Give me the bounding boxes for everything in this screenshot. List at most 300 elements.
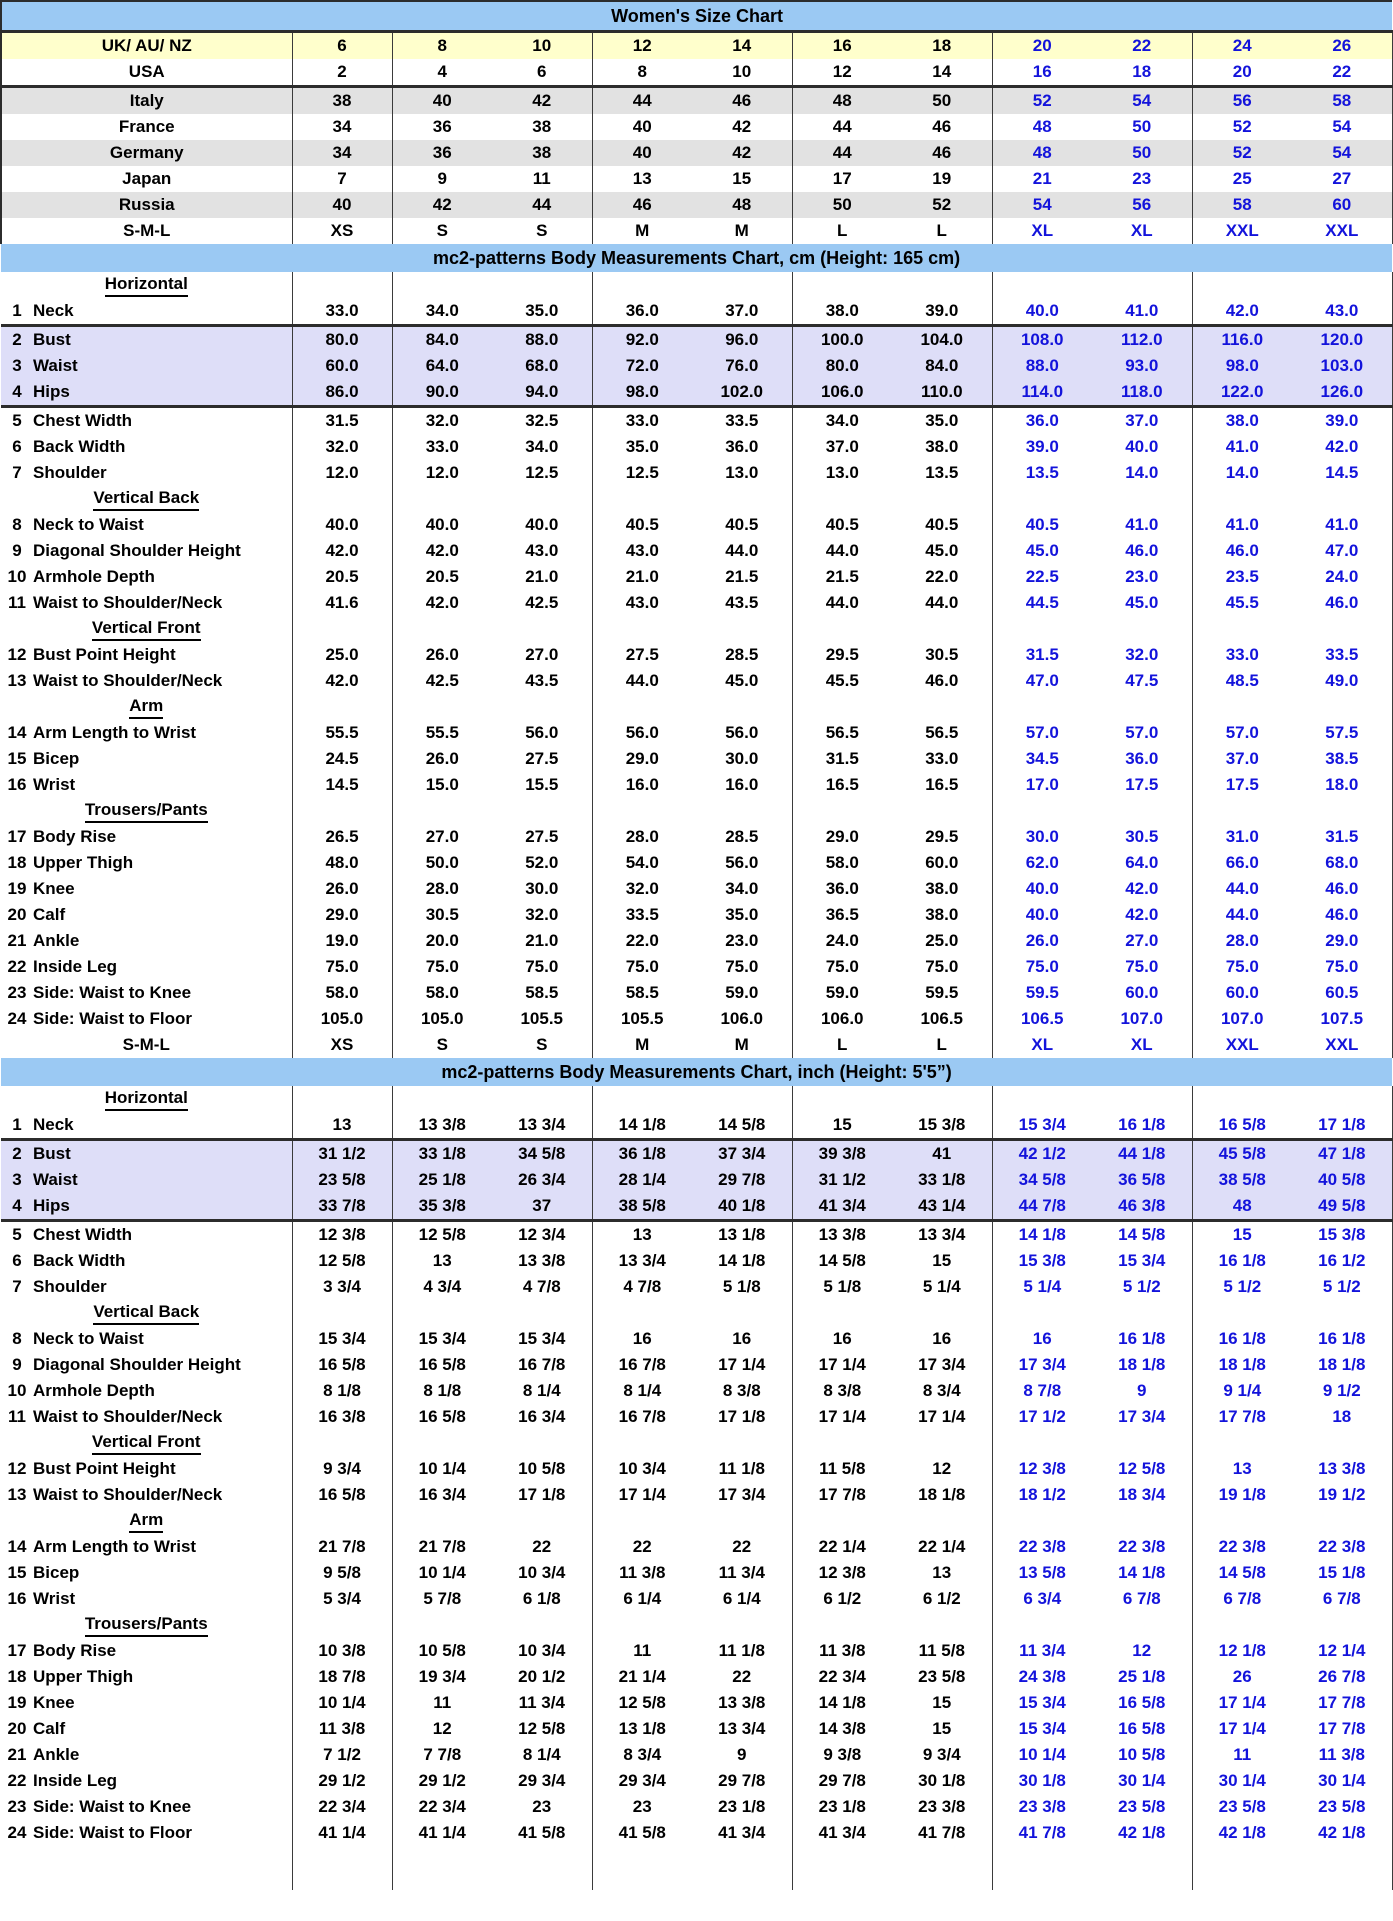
value-cell: 21.0	[492, 928, 592, 954]
value-cell: 75.0	[1292, 954, 1392, 980]
value-cell: 41 7/8	[892, 1820, 992, 1846]
value-cell	[1192, 1430, 1292, 1456]
value-cell: 35.0	[492, 298, 592, 326]
value-cell: 88.0	[992, 353, 1092, 379]
value-cell: 6 3/4	[1023, 1589, 1062, 1608]
value-cell: 14 5/8	[818, 1251, 866, 1270]
value-cell: 40.5	[892, 512, 992, 538]
value-cell: 60.5	[1292, 980, 1392, 1006]
value-cell: 22 1/4	[892, 1534, 992, 1560]
value-cell	[692, 1508, 792, 1534]
value-cell: 10 5/8	[492, 1456, 592, 1482]
value-cell	[1292, 272, 1392, 298]
value-cell: 10 1/4	[418, 1459, 466, 1478]
value-cell: 17	[792, 166, 892, 192]
measurement-number: 10	[7, 567, 27, 586]
value-cell	[292, 1846, 392, 1890]
value-cell	[292, 798, 392, 824]
value-cell: 17 3/4	[692, 1482, 792, 1508]
value-cell: 40.0	[425, 515, 459, 534]
value-cell	[792, 1846, 892, 1890]
value-cell: 44	[592, 87, 692, 115]
value-cell	[892, 798, 992, 824]
measurement-number: 24	[7, 1009, 27, 1028]
value-cell	[392, 486, 492, 512]
value-cell: 5 1/8	[823, 1277, 862, 1296]
value-cell: S	[492, 218, 592, 244]
value-cell	[892, 1846, 992, 1890]
measurement-number: 6	[12, 1251, 22, 1270]
value-cell: 46.0	[892, 668, 992, 694]
value-cell: XL	[1092, 218, 1192, 244]
value-cell: 15.0	[425, 775, 459, 794]
value-cell: 13.5	[1025, 463, 1059, 482]
measurement-label	[1, 1820, 292, 1846]
measurement-number: 1	[12, 1115, 22, 1134]
value-cell: 9 3/4	[292, 1456, 392, 1482]
value-cell: 15	[692, 166, 792, 192]
measurement-label	[1, 1534, 292, 1560]
value-cell: 62.0	[1025, 853, 1059, 872]
value-cell: 13	[592, 166, 692, 192]
subsection-title: Vertical Front	[92, 618, 201, 641]
value-cell: 35 3/8	[392, 1193, 492, 1221]
value-cell: 56.0	[692, 720, 792, 746]
value-cell: 49.0	[1292, 668, 1392, 694]
measurement-number: 7	[12, 463, 22, 482]
measurement-label	[1, 1326, 292, 1352]
value-cell: 11 3/8	[1292, 1742, 1392, 1768]
value-cell: 106.0	[692, 1006, 792, 1032]
value-cell	[1092, 1612, 1192, 1638]
value-cell: 116.0	[1192, 326, 1292, 354]
value-cell: 47.0	[1292, 538, 1392, 564]
measurement-label	[1, 1006, 292, 1032]
value-cell	[592, 798, 692, 824]
value-cell: 80.0	[792, 353, 892, 379]
measurement-name: Neck to Waist	[33, 515, 144, 534]
value-cell: 6 1/2	[892, 1586, 992, 1612]
value-cell	[1092, 798, 1192, 824]
value-cell: 57.0	[1225, 723, 1259, 742]
value-cell: 13 3/8	[1292, 1456, 1392, 1482]
value-cell: 27.5	[625, 645, 659, 664]
measurement-name: Knee	[33, 1693, 75, 1712]
value-cell: 16	[792, 32, 892, 60]
value-cell: 17 1/4	[892, 1404, 992, 1430]
measurement-name: Chest Width	[33, 1225, 133, 1244]
measurement-number: 9	[12, 1355, 22, 1374]
value-cell: 58.5	[625, 983, 659, 1002]
value-cell: 10 3/8	[292, 1638, 392, 1664]
value-cell: 41.6	[292, 590, 392, 616]
value-cell	[1092, 1430, 1192, 1456]
measurement-label	[1, 746, 292, 772]
value-cell: 14 5/8	[692, 1112, 792, 1140]
value-cell: 106.0	[792, 379, 892, 407]
value-cell: 88.0	[492, 326, 592, 354]
measurement-label	[1, 379, 292, 407]
measurement-label	[1, 538, 292, 564]
value-cell	[1092, 694, 1192, 720]
value-cell: 10 1/4	[418, 1563, 466, 1582]
value-cell: 35.0	[692, 902, 792, 928]
value-cell: 108.0	[992, 326, 1092, 354]
value-cell: 30.0	[692, 746, 792, 772]
value-cell: 23 5/8	[892, 1664, 992, 1690]
value-cell: 23 1/8	[818, 1797, 866, 1816]
value-cell: 26 3/4	[492, 1167, 592, 1193]
value-cell: 14	[692, 32, 792, 60]
value-cell: 43.0	[1292, 298, 1392, 326]
value-cell: 16 3/4	[492, 1404, 592, 1430]
measurement-number: 8	[12, 1329, 22, 1348]
value-cell: 56	[1192, 87, 1292, 115]
value-cell: 34.5	[1025, 749, 1059, 768]
value-cell: XL	[992, 1032, 1092, 1058]
value-cell: 75.0	[1025, 957, 1059, 976]
value-cell: 29.0	[1292, 928, 1392, 954]
measurement-name: Bust Point Height	[33, 1459, 176, 1478]
measurement-number: 6	[12, 437, 22, 456]
value-cell: 68.0	[492, 353, 592, 379]
value-cell	[1292, 1508, 1392, 1534]
value-cell: 22 3/8	[1218, 1537, 1266, 1556]
value-cell: 11 1/8	[692, 1638, 792, 1664]
value-cell: 27.0	[425, 827, 459, 846]
value-cell: 15	[892, 1690, 992, 1716]
value-cell: 58	[1292, 87, 1392, 115]
value-cell: 22.0	[892, 564, 992, 590]
value-cell: 68.0	[1292, 850, 1392, 876]
value-cell: 45.5	[1225, 593, 1259, 612]
measurement-label	[1, 1378, 292, 1404]
value-cell: 13.0	[825, 463, 859, 482]
value-cell: 29.0	[292, 902, 392, 928]
value-cell: 34.0	[825, 411, 859, 430]
value-cell: 38.0	[792, 298, 892, 326]
measurement-name: Waist to Shoulder/Neck	[33, 1485, 223, 1504]
value-cell: 14 5/8	[1218, 1563, 1266, 1582]
value-cell	[1192, 1508, 1292, 1534]
value-cell: 15	[792, 1112, 892, 1140]
value-cell: 16 3/4	[418, 1485, 466, 1504]
value-cell: 40.5	[1025, 515, 1059, 534]
value-cell: 15 3/4	[292, 1326, 392, 1352]
value-cell	[1192, 1612, 1292, 1638]
measurement-name: Calf	[33, 1719, 66, 1738]
value-cell: 30 1/4	[1218, 1771, 1266, 1790]
value-cell: 64.0	[392, 353, 492, 379]
value-cell: 36 5/8	[1092, 1167, 1192, 1193]
value-cell: 90.0	[392, 379, 492, 407]
value-cell: 42.0	[292, 538, 392, 564]
measurement-name: Body Rise	[33, 1641, 117, 1660]
value-cell: 17 3/4	[1018, 1355, 1066, 1374]
value-cell: M	[692, 1032, 792, 1058]
value-cell: 20	[992, 32, 1092, 60]
value-cell: 35.0	[892, 407, 992, 435]
value-cell: 6	[492, 59, 592, 87]
value-cell: 6 1/4	[692, 1586, 792, 1612]
measurement-number: 4	[12, 1196, 22, 1215]
value-cell: 43.5	[692, 590, 792, 616]
value-cell: XL	[992, 218, 1092, 244]
value-cell: 29 3/4	[618, 1771, 666, 1790]
value-cell: 13 3/4	[618, 1251, 666, 1270]
value-cell: 24 3/8	[1018, 1667, 1066, 1686]
value-cell	[492, 1430, 592, 1456]
value-cell: 30.0	[492, 876, 592, 902]
value-cell	[1092, 616, 1192, 642]
value-cell: 100.0	[792, 326, 892, 354]
value-cell: 21.5	[692, 564, 792, 590]
value-cell: 33.5	[1292, 642, 1392, 668]
value-cell: XL	[1092, 1032, 1192, 1058]
value-cell	[492, 616, 592, 642]
measurement-number: 24	[7, 1823, 27, 1842]
value-cell	[392, 694, 492, 720]
value-cell: 46.0	[1225, 541, 1259, 560]
value-cell: 17 7/8	[818, 1485, 866, 1504]
value-cell: 18 1/8	[892, 1482, 992, 1508]
value-cell: 27.0	[492, 642, 592, 668]
value-cell: 11	[633, 1641, 652, 1660]
value-cell	[292, 1300, 392, 1326]
value-cell: 6 7/8	[1092, 1586, 1192, 1612]
value-cell: 15 3/4	[992, 1112, 1092, 1140]
measurement-label	[1, 1248, 292, 1274]
value-cell	[1092, 1300, 1192, 1326]
value-cell	[992, 616, 1092, 642]
value-cell: 41.0	[1292, 512, 1392, 538]
measurement-number: 16	[7, 1589, 27, 1608]
value-cell: 23.5	[1225, 567, 1259, 586]
row-label: USA	[1, 59, 292, 87]
value-cell	[792, 1612, 892, 1638]
subsection-title: Arm	[129, 1510, 163, 1533]
value-cell: 14 1/8	[1018, 1225, 1066, 1244]
value-cell: 43.0	[625, 541, 659, 560]
measurement-number: 9	[12, 541, 22, 560]
value-cell: 26	[1292, 32, 1392, 60]
value-cell: 13 3/4	[692, 1716, 792, 1742]
value-cell: 16 1/8	[1092, 1326, 1192, 1352]
value-cell: XXL	[1292, 1032, 1392, 1058]
value-cell: 29 1/2	[418, 1771, 466, 1790]
value-cell: 42 1/8	[1218, 1823, 1266, 1842]
value-cell	[592, 1430, 692, 1456]
row-label: Russia	[1, 192, 292, 218]
measurement-number: 12	[7, 1459, 27, 1478]
value-cell: 11 3/4	[1019, 1641, 1066, 1660]
subsection-title: Arm	[129, 696, 163, 719]
value-cell	[692, 486, 792, 512]
value-cell: 16 7/8	[618, 1355, 666, 1374]
value-cell: 11 3/4	[692, 1560, 792, 1586]
value-cell: 6 1/2	[823, 1589, 862, 1608]
value-cell: 15	[892, 1716, 992, 1742]
value-cell: 6 1/4	[623, 1589, 662, 1608]
measurement-label	[1, 564, 292, 590]
value-cell	[592, 1846, 692, 1890]
value-cell	[1092, 1508, 1192, 1534]
value-cell: 14.0	[1092, 460, 1192, 486]
value-cell: 56.5	[825, 723, 859, 742]
value-cell: 26.5	[292, 824, 392, 850]
value-cell: 8 1/8	[423, 1381, 462, 1400]
value-cell: 40.0	[492, 512, 592, 538]
value-cell	[992, 486, 1092, 512]
measurement-label	[1, 876, 292, 902]
value-cell: 93.0	[1092, 353, 1192, 379]
value-cell	[892, 1508, 992, 1534]
value-cell: 17 1/4	[1218, 1693, 1266, 1712]
value-cell: 16	[692, 1326, 792, 1352]
value-cell: 40 1/8	[692, 1193, 792, 1221]
measurement-number: 18	[7, 1667, 27, 1686]
value-cell: 44	[792, 140, 892, 166]
value-cell	[492, 272, 592, 298]
value-cell: 18.0	[1292, 772, 1392, 798]
measurement-label	[1, 668, 292, 694]
value-cell	[592, 616, 692, 642]
spacer-cell	[1, 1846, 292, 1890]
value-cell: 19 1/8	[1218, 1485, 1266, 1504]
value-cell: 38.5	[1292, 746, 1392, 772]
value-cell: 19	[892, 166, 992, 192]
measurement-name: Arm Length to Wrist	[33, 723, 197, 742]
value-cell: 14.5	[292, 772, 392, 798]
value-cell: 13	[892, 1560, 992, 1586]
value-cell: 54	[1292, 114, 1392, 140]
value-cell	[992, 694, 1092, 720]
measurement-number: 20	[7, 1719, 27, 1738]
value-cell	[1292, 694, 1392, 720]
value-cell: 8 3/4	[892, 1378, 992, 1404]
measurement-label	[1, 902, 292, 928]
value-cell: 18 3/4	[1092, 1482, 1192, 1508]
value-cell: 37.0	[825, 437, 859, 456]
value-cell	[1192, 1300, 1292, 1326]
value-cell: 16 1/8	[1092, 1112, 1192, 1140]
value-cell: 44.0	[625, 671, 659, 690]
value-cell: 98.0	[1192, 353, 1292, 379]
value-cell	[492, 1612, 592, 1638]
value-cell: 31.5	[292, 407, 392, 435]
measurement-number: 23	[7, 983, 27, 1002]
value-cell: 22 1/4	[818, 1537, 866, 1556]
value-cell: 41.0	[1092, 298, 1192, 326]
value-cell: 42	[692, 140, 792, 166]
value-cell: 48	[1192, 1193, 1292, 1221]
measurement-name: Diagonal Shoulder Height	[33, 1355, 241, 1374]
value-cell: 16 1/8	[1292, 1326, 1392, 1352]
value-cell	[592, 1300, 692, 1326]
value-cell	[1092, 1846, 1192, 1890]
value-cell	[1192, 272, 1292, 298]
value-cell: 43.0	[492, 538, 592, 564]
value-cell: L	[892, 218, 992, 244]
measurement-name: Neck to Waist	[33, 1329, 144, 1348]
value-cell: 26 7/8	[1292, 1664, 1392, 1690]
value-cell: 22 3/8	[1092, 1534, 1192, 1560]
value-cell: 42 1/8	[1292, 1820, 1392, 1846]
measurement-label	[1, 1140, 292, 1168]
value-cell: 8 1/4	[492, 1378, 592, 1404]
value-cell	[992, 798, 1092, 824]
value-cell	[992, 1086, 1092, 1112]
value-cell: 107.5	[1292, 1006, 1392, 1032]
row-label: S-M-L	[1, 218, 292, 244]
value-cell: 21.0	[625, 567, 659, 586]
value-cell: 16 3/8	[292, 1404, 392, 1430]
value-cell: 17 1/2	[1018, 1407, 1066, 1426]
value-cell: 56	[1092, 192, 1192, 218]
value-cell: 9 3/4	[892, 1742, 992, 1768]
measurement-number: 5	[12, 1225, 22, 1244]
value-cell: S	[492, 1032, 592, 1058]
value-cell: 17 1/4	[818, 1355, 866, 1374]
value-cell: 30 1/4	[1092, 1768, 1192, 1794]
value-cell: 44 1/8	[1092, 1140, 1192, 1168]
value-cell	[1192, 798, 1292, 824]
value-cell: 17 7/8	[1218, 1407, 1266, 1426]
value-cell	[892, 1430, 992, 1456]
value-cell: 17 1/4	[692, 1352, 792, 1378]
measurement-name: Wrist	[33, 1589, 76, 1608]
value-cell: 11	[433, 1693, 452, 1712]
value-cell: 25 1/8	[392, 1167, 492, 1193]
measurement-label	[1, 1560, 292, 1586]
value-cell: 52	[892, 192, 992, 218]
measurement-label	[1, 1167, 292, 1193]
value-cell: 26	[1232, 1667, 1252, 1686]
value-cell: 41	[892, 1140, 992, 1168]
value-cell: 14 1/8	[592, 1112, 692, 1140]
value-cell: 57.0	[1025, 723, 1059, 742]
value-cell	[392, 1846, 492, 1890]
value-cell: 46	[592, 192, 692, 218]
row-label: Italy	[1, 87, 292, 115]
value-cell: 11	[1233, 1745, 1252, 1764]
value-cell: 17.0	[1025, 775, 1059, 794]
value-cell: 9 1/2	[1292, 1378, 1392, 1404]
value-cell: 13	[1232, 1459, 1252, 1478]
value-cell: 33 1/8	[392, 1140, 492, 1168]
value-cell: 22	[632, 1537, 652, 1556]
row-label: S-M-L	[1, 1032, 292, 1058]
measurement-label	[1, 1586, 292, 1612]
value-cell: 59.5	[1025, 983, 1059, 1002]
value-cell: 14 1/8	[1092, 1560, 1192, 1586]
value-cell: 5 7/8	[423, 1589, 462, 1608]
measurement-name: Knee	[33, 879, 75, 898]
value-cell: 24.5	[292, 746, 392, 772]
value-cell: 44.0	[1225, 879, 1259, 898]
row-label: UK/ AU/ NZ	[1, 32, 292, 60]
value-cell: 25 1/8	[1092, 1664, 1192, 1690]
value-cell: 35.0	[625, 437, 659, 456]
value-cell: 28.5	[692, 642, 792, 668]
value-cell: 34 5/8	[992, 1167, 1092, 1193]
value-cell: 20 1/2	[492, 1664, 592, 1690]
value-cell: 29.5	[892, 824, 992, 850]
value-cell: 56.0	[625, 723, 659, 742]
value-cell: 66.0	[1225, 853, 1259, 872]
value-cell: 28.0	[625, 827, 659, 846]
value-cell	[1092, 272, 1192, 298]
